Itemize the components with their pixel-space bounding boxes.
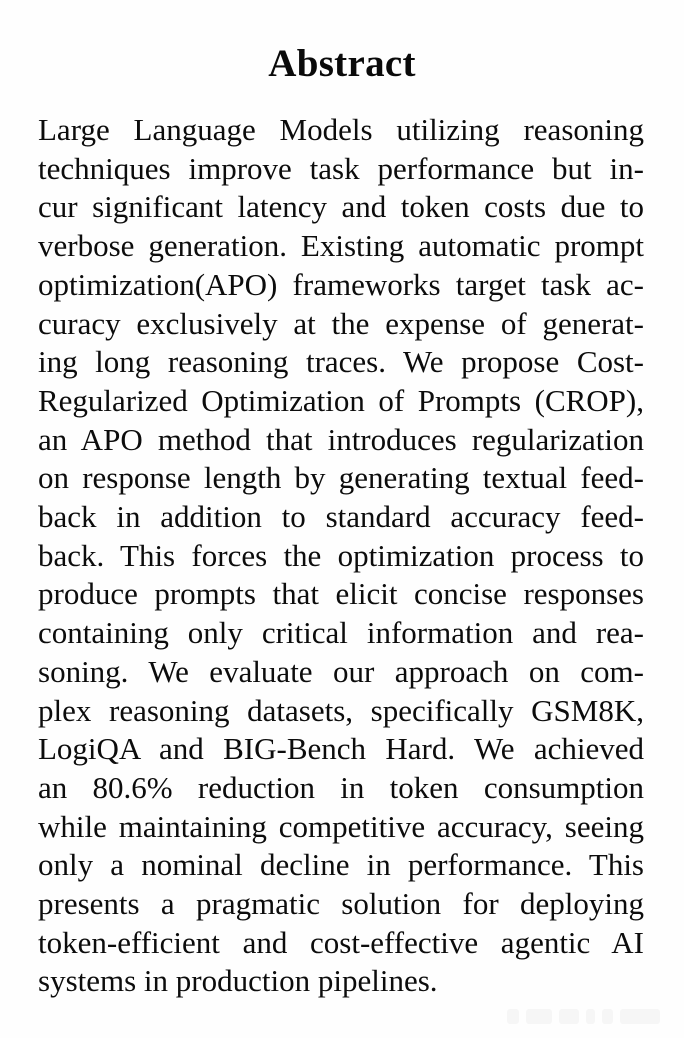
abstract-line: while maintaining competitive accuracy, seeing xyxy=(38,808,644,844)
abstract-line: an APO method that introduces regularization xyxy=(38,421,644,457)
abstract-line: Large Language Models utilizing reasoning xyxy=(38,112,644,147)
abstract-paragraph xyxy=(0,111,684,1001)
watermark-mark xyxy=(620,1009,660,1024)
abstract-heading: Abstract xyxy=(268,42,416,85)
abstract-line: on response length by generating textual feed- xyxy=(38,460,644,496)
abstract-line: techniques improve task performance but in- xyxy=(38,150,644,186)
abstract-line: containing only critical information and rea- xyxy=(38,615,644,651)
watermark-mark xyxy=(602,1009,613,1024)
watermark-mark xyxy=(526,1009,552,1024)
watermark-mark xyxy=(507,1009,519,1024)
abstract-line: ing long reasoning traces. We propose Cost- xyxy=(38,344,644,380)
abstract-line: back in addition to standard accuracy feed- xyxy=(38,499,644,535)
abstract-line: curacy exclusively at the expense of generat- xyxy=(38,305,644,341)
faint-watermark xyxy=(507,1009,660,1024)
abstract-line: presents a pragmatic solution for deploying xyxy=(38,886,644,922)
abstract-line: only a nominal decline in performance. This xyxy=(38,847,644,883)
abstract-line: produce prompts that elicit concise responses xyxy=(38,576,644,612)
abstract-line: optimization(APO) frameworks target task ac- xyxy=(38,266,644,302)
abstract-line: back. This forces the optimization process to xyxy=(38,537,644,573)
abstract-line: verbose generation. Existing automatic prompt xyxy=(38,228,644,264)
abstract-line: cur significant latency and token costs due to xyxy=(38,189,644,225)
abstract-line: token-efficient and cost-effective agentic AI xyxy=(38,924,644,960)
abstract-line: an 80.6% reduction in token consumption xyxy=(38,769,644,805)
watermark-mark xyxy=(586,1009,595,1024)
watermark-mark xyxy=(559,1009,579,1024)
abstract-line: plex reasoning datasets, specifically GSM8K, xyxy=(38,692,644,728)
abstract-line: systems in production pipelines. xyxy=(38,963,438,999)
abstract-line: soning. We evaluate our approach on com- xyxy=(38,653,644,689)
abstract-line: Regularized Optimization of Prompts (CROP), xyxy=(38,382,644,418)
abstract-line: LogiQA and BIG-Bench Hard. We achieved xyxy=(38,731,644,767)
